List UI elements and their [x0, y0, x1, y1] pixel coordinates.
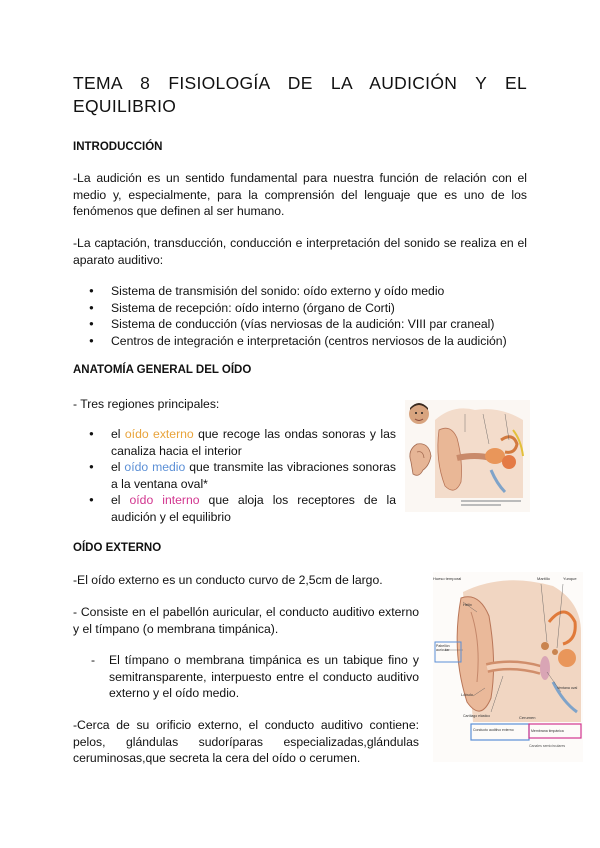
intro-bullet-list [73, 283, 527, 349]
anatomy-regions-list [73, 426, 396, 525]
list-item: ● el oído medio que transmite las vibraciones sonoras a la ventana oval* [73, 459, 396, 492]
label-yunque: Yunque [563, 576, 577, 581]
label-pabellon-auricular: Pabellón auricular [436, 644, 450, 652]
dash-marker: - [91, 653, 96, 667]
title-line-1: TEMA 8 FISIOLOGÍA DE LA AUDICIÓN Y EL [73, 73, 527, 93]
intro-paragraph-2: -La captación, transducción, conducción e interpretación del sonido se realiza en el aparato auditivo: [73, 236, 527, 267]
label-lobulo: Lóbulo [461, 692, 474, 697]
label-conducto-auditivo: Conducto auditivo externo [473, 728, 514, 732]
label-cerumen: Cerumen [519, 715, 536, 720]
label-martillo: Martillo [537, 576, 550, 581]
term-oido-interno: oído interno [129, 493, 200, 507]
anatomy-lead: - Tres regiones principales: [73, 397, 220, 411]
page-title [73, 72, 527, 118]
label-helix: Hélix [463, 602, 472, 607]
outer-ear-figure [433, 572, 583, 762]
term-oido-medio: oído medio [124, 460, 186, 474]
outer-ear-heading: OÍDO EXTERNO [73, 542, 162, 554]
outer-ear-paragraph-1: -El oído externo es un conducto curvo de 2,5cm de largo. [73, 573, 383, 587]
label-ventana-oval: Ventana oval [557, 686, 578, 690]
list-item: ● Sistema de conducción (vías nerviosas de la audición: VIII par craneal) [73, 316, 527, 333]
title-line-2: EQUILIBRIO [73, 96, 177, 116]
list-item: ● el oído interno que aloja los receptores de la audición y el equilibrio [73, 492, 396, 525]
list-item: ● Sistema de transmisión del sonido: oído externo y oído medio [73, 283, 527, 300]
label-canales-semicirculares: Canales semicirculares [529, 744, 566, 748]
list-item: ● Sistema de recepción: oído interno (órgano de Corti) [73, 300, 527, 317]
ear-anatomy-figure [405, 400, 530, 512]
outer-ear-illustration [433, 572, 583, 762]
intro-paragraph-1: -La audición es un sentido fundamental para nuestra función de relación con el medio y, especialmente, para la comprensión del lenguaje que es uno de los fenómenos que definen al ser humano. [73, 171, 527, 218]
outer-ear-paragraph-2: - Consiste en el pabellón auricular, el conducto auditivo externo y el tímpano (o membrana timpánica). [73, 605, 419, 636]
label-hueso-temporal: Hueso temporal [433, 576, 462, 581]
list-item: ● el oído externo que recoge las ondas sonoras y las canaliza hacia el interior [73, 426, 396, 459]
outer-ear-paragraph-3: -Cerca de su orificio externo, el conducto auditivo contiene: pelos, glándulas sudoríparas especializadas,glándulas ceruminosas,que secreta la cera del oído o cerumen. [73, 718, 419, 765]
label-membrana-timpanica: Membrana timpánica [531, 729, 564, 733]
term-oido-externo: oído externo [124, 427, 194, 441]
anatomy-heading: ANATOMÍA GENERAL DEL OÍDO [73, 364, 252, 376]
label-cartilago-elastico: Cartílago elástico [463, 714, 491, 718]
outer-ear-dash-item: El tímpano o membrana timpánica es un tabique fino y semitransparente, interpuesto entre el conducto auditivo externo y el oído medio. [109, 653, 419, 700]
list-item: ● Centros de integración e interpretación (centros nerviosos de la audición) [73, 333, 527, 350]
intro-heading: INTRODUCCIÓN [73, 141, 163, 153]
ear-anatomy-illustration [405, 400, 530, 512]
